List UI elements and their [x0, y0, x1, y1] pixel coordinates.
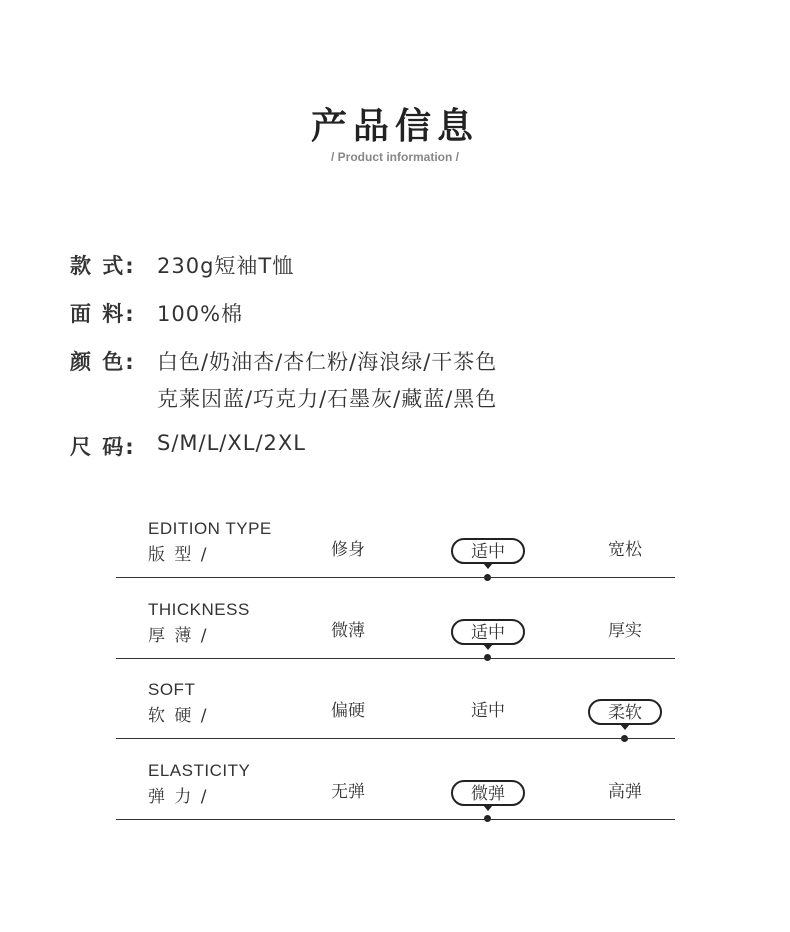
attr-cn-label: 弹 力 / — [148, 787, 209, 807]
attr-en-label: EDITION TYPE — [148, 519, 272, 538]
attr-cn-label: 厚 薄 / — [148, 626, 209, 646]
option-regular-selected: 适中 — [451, 538, 525, 564]
option-thin: 微薄 — [331, 621, 365, 641]
size-value: S/M/L/XL/2XL — [157, 431, 306, 455]
fabric-value: 100%棉 — [157, 302, 244, 326]
option-high-stretch: 高弹 — [608, 782, 642, 802]
attr-row-edition — [116, 509, 675, 589]
option-slim: 修身 — [331, 540, 365, 560]
pointer-icon — [483, 644, 493, 650]
option-loose: 宽松 — [608, 540, 642, 560]
option-no-stretch: 无弹 — [331, 782, 365, 802]
divider — [116, 738, 675, 739]
option-medium-selected: 适中 — [451, 619, 525, 645]
attr-cn-label: 版 型 / — [148, 545, 209, 565]
attr-row-elasticity — [116, 751, 675, 831]
option-thick: 厚实 — [608, 621, 642, 641]
divider — [116, 658, 675, 659]
size-label: 尺 码: — [70, 435, 136, 459]
divider — [116, 577, 675, 578]
attr-row-thickness — [116, 590, 675, 670]
option-soft-selected: 柔软 — [588, 699, 662, 725]
pointer-icon — [483, 805, 493, 811]
option-medium: 适中 — [471, 701, 505, 721]
color-label: 颜 色: — [70, 350, 136, 374]
pointer-icon — [483, 563, 493, 569]
style-value: 230g短袖T恤 — [157, 254, 295, 278]
option-hard: 偏硬 — [331, 701, 365, 721]
pointer-icon — [620, 724, 630, 730]
option-slight-stretch-selected: 微弹 — [451, 780, 525, 806]
page-title: 产品信息 — [310, 106, 479, 147]
fabric-label: 面 料: — [70, 302, 136, 326]
attr-en-label: THICKNESS — [148, 600, 250, 619]
divider — [116, 819, 675, 820]
attr-cn-label: 软 硬 / — [148, 706, 209, 726]
color-value-line1: 白色/奶油杏/杏仁粉/海浪绿/干茶色 — [157, 350, 498, 374]
attr-en-label: SOFT — [148, 680, 196, 699]
color-value-line2: 克莱因蓝/巧克力/石墨灰/藏蓝/黑色 — [157, 387, 498, 411]
attr-en-label: ELASTICITY — [148, 761, 251, 780]
page-subtitle: / Product information / — [331, 150, 459, 164]
attr-row-soft — [116, 670, 675, 750]
style-label: 款 式: — [70, 254, 136, 278]
